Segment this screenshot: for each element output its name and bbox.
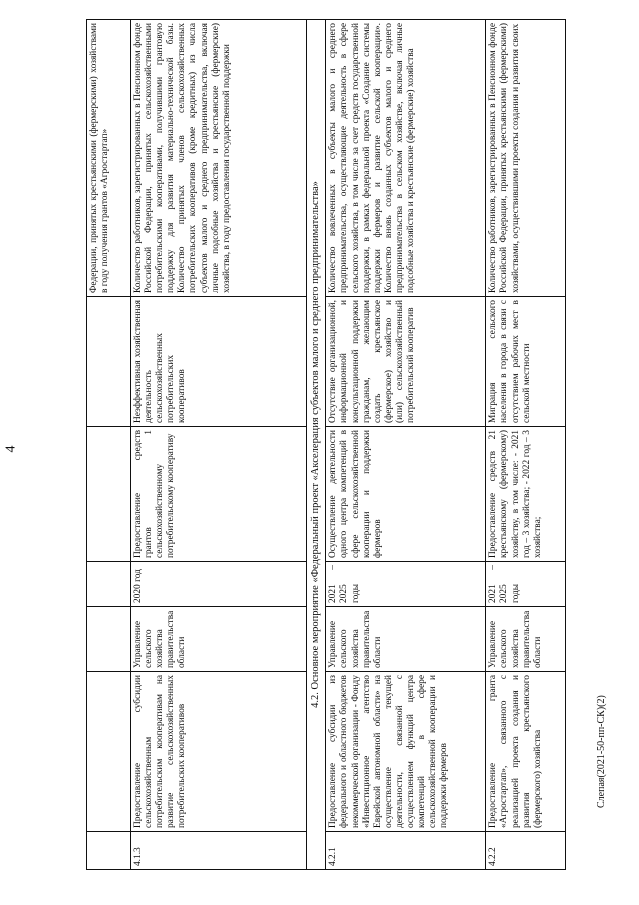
responsible-cell: Управление сельского хозяйства правительства области bbox=[486, 607, 566, 672]
indicator-cell bbox=[87, 427, 131, 562]
indicator-cell: Предоставление средств грантов 1 сельскохозяйственному потребительскому кооперативу bbox=[131, 427, 307, 562]
table-row bbox=[326, 20, 486, 870]
responsible-cell: Управление сельского хозяйства правительства области bbox=[326, 607, 486, 672]
row-number: 4.2.2 bbox=[486, 832, 566, 870]
result-cell: Количество работников, зарегистрированных в Пенсионном фонде Российской Федерации, принятых сельскохозяйственными потребительскими кооперативами, получившими грантовую поддержку для развития материально-технической базы. Количество принятых членов сельскохозяйственных потребительских кооперативов (кроме кредитных) из числа субъектов малого и среднего предпринимательства, включая личные подсобные хозяйства и крестьянские (фермерские) хозяйства, в году предоставления государственной поддержки bbox=[131, 20, 307, 297]
measures-table bbox=[86, 19, 566, 870]
term-cell: 2021 – 2025 годы bbox=[326, 562, 486, 607]
result-cell: Количество вовлеченных в субъекты малого и среднего предпринимательства, осуществляющие деятельность в сфере сельского хозяйства, в том числе за счет средств государственной поддержки, в рамках федеральной проекта «Создание системы поддержки фермеров и развитие сельской кооперации». Количество вновь созданных субъектов малого и среднего предпринимательства в сельском хозяйстве, включая личные подсобные хозяйства и крестьянские (фермерские) хозяйства bbox=[326, 20, 486, 297]
section-heading: 4.2. Основное мероприятие «Федеральный проект «Акселерация субъектов малого и среднего предпринимательства» bbox=[307, 20, 326, 870]
term-cell: 2021 – 2025 годы bbox=[486, 562, 566, 607]
term-cell: 2020 год bbox=[131, 562, 307, 607]
rotated-table-container bbox=[86, 20, 574, 870]
responsible-cell bbox=[87, 607, 131, 672]
indicator-cell: Предоставление средств 21 крестьянскому (фермерскому) хозяйству, в том числе: - 2021 год – 3 хозяйства; - 2022 год – 3 хозяйства; bbox=[486, 427, 566, 562]
indicator-cell: Осуществление деятельности одного центра компетенций в сфере сельскохозяйственной кооперации и поддержки фермеров bbox=[326, 427, 486, 562]
problem-cell: Отсутствие организационной, информационной и консультационной поддержки гражданам, желающим создать крестьянское (фермерское) хозяйство и (или) сельскохозяйственный потребительский кооператив bbox=[326, 297, 486, 427]
problem-cell: Неэффективная хозяйственная деятельность сельскохозяйственных потребительских кооперативов bbox=[131, 297, 307, 427]
problem-cell bbox=[87, 297, 131, 427]
problem-cell: Миграция сельского населения в города в связи с отсутствием рабочих мест в сельской местности bbox=[486, 297, 566, 427]
measure-cell: Предоставление субсидии из федерального и областного бюджетов некоммерческой организации - Фонду «Инвестиционное агентство Еврейской автономной области» на осуществление текущей деятельности, связанной с осуществлением функций центра компетенций в сфере сельскохозяйственной кооперации и поддержки фермеров bbox=[326, 672, 486, 832]
responsible-cell: Управление сельского хозяйства правительства области bbox=[131, 607, 307, 672]
page-number: 4 bbox=[3, 445, 19, 453]
table-row bbox=[486, 20, 566, 870]
section-row bbox=[307, 20, 326, 870]
result-cell: Количество работников, зарегистрированных в Пенсионном фонде Российской Федерации, принятых крестьянскими (фермерскими) хозяйствами, осуществившими проекты создания и развития своих bbox=[486, 20, 566, 297]
row-number: 4.2.1 bbox=[326, 832, 486, 870]
result-cell: Федерации, принятых крестьянскими (фермерскими) хозяйствами в году получения грантов «Агростартап» bbox=[87, 20, 131, 297]
measure-cell bbox=[87, 672, 131, 832]
row-number: 4.1.3 bbox=[131, 832, 307, 870]
term-cell bbox=[87, 562, 131, 607]
measure-cell: Предоставление гранта «Агростартап», связанного с реализацией проекта создания и развития крестьянского (фермерского) хозяйства bbox=[486, 672, 566, 832]
measure-cell: Предоставление субсидии сельскохозяйственным потребительским кооперативам на развитие сельскохозяйственных потребительских кооперативов bbox=[131, 672, 307, 832]
document-code: Слепая(2021-50-пп-СК)(2) bbox=[596, 695, 607, 808]
row-number bbox=[87, 832, 131, 870]
table-row bbox=[87, 20, 131, 870]
table-row bbox=[131, 20, 307, 870]
